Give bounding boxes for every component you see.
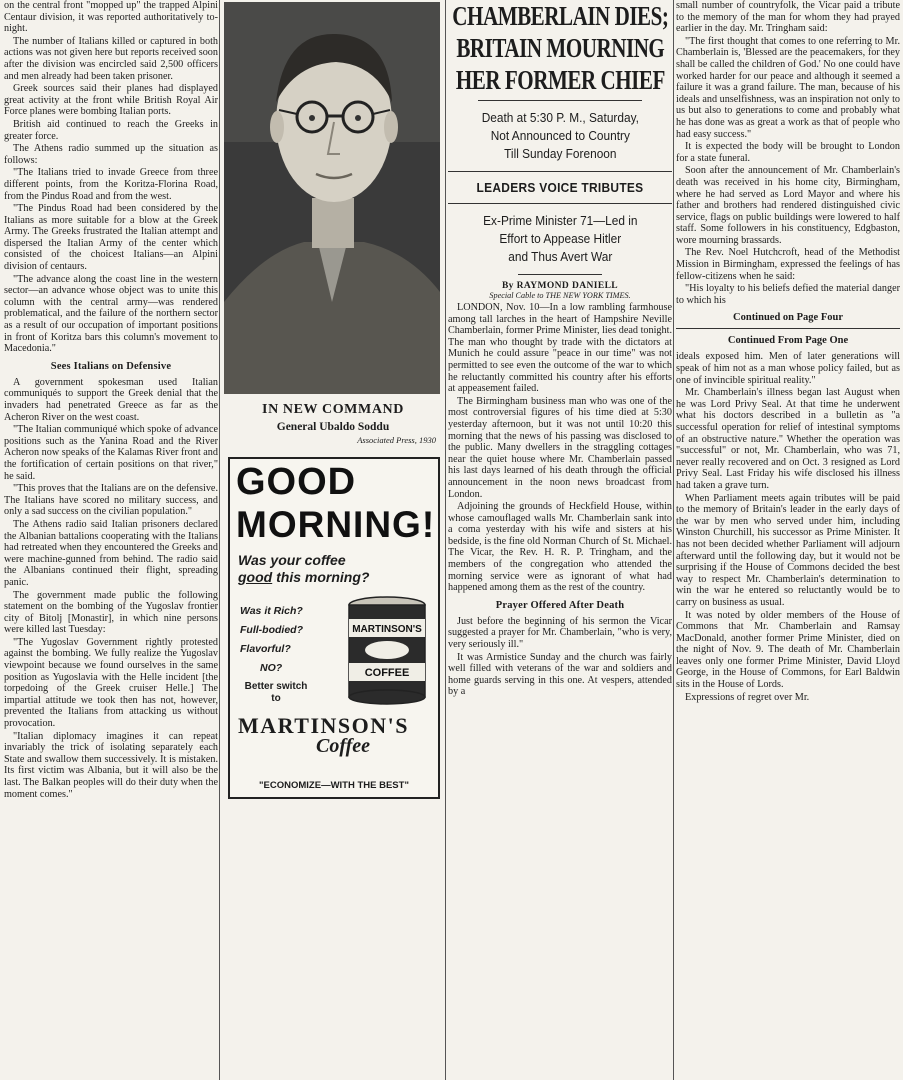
paragraph: The Athens radio summed up the situation as follows: (4, 143, 218, 166)
column-chamberlain-lead (448, 0, 672, 1080)
ad-side-q3: Flavorful? (240, 643, 291, 655)
ad-side-q2: Full-bodied? (240, 624, 303, 636)
can-label-text: COFFEE (364, 667, 410, 679)
ad-side-questions (240, 602, 303, 678)
subheading-defensive: Sees Italians on Defensive (50, 360, 172, 372)
ad-slogan: "ECONOMIZE—WITH THE BEST" (259, 780, 409, 791)
deck-line: Effort to Appease Hitler (499, 231, 621, 246)
paragraph: The Birmingham business man who was one of the most controversial figures of his time died at 5:30 yesterday afternoon, but it was not until 10:20 this morning that the news of his passing was disclosed to the public. Many dwellers in the straggling cottages near the quiet house where Mr. Chamberlain passed his last days learned of his death through the official announcement in the noon news broadcast from London. (448, 395, 672, 500)
column-rule-1 (219, 0, 220, 1080)
paragraph: "The first thought that comes to one referring to Mr. Chamberlain is, 'Blessed are the peacemakers, for they shall be called the children of God.' No one could have worked harder for our peace and although it seemed a failure it was a grand failure. The man, because of his ideals and unselfishness, was an inspiration not only to us but also to generations to come and probably what he has done was as great a work as that of people who had easy success." (676, 35, 900, 140)
paragraph: When Parliament meets again tributes will be paid to the memory of Britain's leader in the early days of the war by men who served under him, including Winston Churchill, his successor as Prime Minister. It has not been decided whether Parliament will adjourn afterward until the following day, but it would not be surprising if the House of Commons decided the best way to respect Mr. Chamberlain's determination to win the war he entered so reluctantly would be to carry on business as usual. (676, 492, 900, 608)
headline-line: BRITAIN MOURNING (455, 33, 664, 63)
paragraph: It is expected the body will be brought to London for a state funeral. (676, 141, 900, 164)
paragraph: The government made public the following statement on the bombing of the Yugoslav frontier city of Bitolj [Monastir], in which nine persons were killed last Tuesday: (4, 589, 218, 636)
special-cable: Special Cable to THE NEW YORK TIMES. (489, 291, 631, 300)
ad-side-q4: NO? (260, 662, 283, 674)
headline-line: CHAMBERLAIN DIES; (451, 1, 669, 31)
portrait-photo (224, 2, 440, 394)
column-rule-3 (673, 0, 674, 1080)
paragraph: "The Yugoslav Government rightly protested against the bombing. We fully realize the Yugoslav viewpoint because we found ourselves in the same position as Yugoslavia with the Helle incident [the torpedoing of the Greek cruiser Helle.] The impartial attitude we took then has not, however, prevented the Italians from attacking us without provocation. (4, 636, 218, 730)
can-brand-text: MARTINSON'S (352, 624, 422, 635)
column-photo-and-ad (222, 0, 444, 1080)
byline: By RAYMOND DANIELL (501, 281, 619, 291)
main-headline (448, 0, 672, 96)
deck-time (448, 109, 672, 163)
ad-headline-good: GOOD (236, 461, 357, 503)
divider (478, 100, 642, 101)
coffee-can-icon (346, 595, 428, 705)
ad-side-q1: Was it Rich? (240, 605, 303, 617)
paragraph: It was Armistice Sunday and the church was fairly well filled with veterans of the war and soldiers and home guards serving in this one. At vespers, attended by a (448, 651, 672, 698)
ad-question (238, 552, 369, 586)
paragraph: Mr. Chamberlain's illness began last August when he was Lord Privy Seal. At that time he underwent what his doctors described in a bulletin as "a successful operation for relief of intestinal symptoms of an obstructive nature." Whether the operation was "successful" or not, Mr. Chamberlain, who was 71, never really recovered and on Oct. 3 resigned as Lord Privy Seal. Last Friday his wife disclosed his illness had taken a grave turn. (676, 387, 900, 491)
paragraph: LONDON, Nov. 10—In a low rambling farmhouse among tall larches in the heart of Hampshire Neville Chamberlain, former Prime Minister, lies dead tonight. The man who thought by trade with the dictators at Munich he could assure "peace in our time" was not permitted to see even the outcome of the war to which he reluctantly committed his country after his efforts at appeasement failed. (448, 302, 672, 395)
deck-tributes: LEADERS VOICE TRIBUTES (476, 180, 644, 195)
ad-question-b: this morning? (276, 569, 370, 585)
paragraph: A government spokesman used Italian communiqués to support the Greek denial that the invaders had penetrated Greece as far as the Acheron River on the west coast. (4, 376, 218, 423)
paragraph: ideals exposed him. Men of later generations will speak of him not as a man whose policy failed, but as one of invincible spiritual reality." (676, 351, 900, 386)
deck-line: Not Announced to Country (490, 128, 630, 143)
paragraph: The Rev. Noel Hutchcroft, head of the Methodist Mission in Birmingham, expressed the feelings of has fellow-citizens when he said: (676, 247, 900, 282)
deck-appease (448, 212, 672, 266)
ad-switch-b: to (271, 693, 281, 704)
subheading-prayer: Prayer Offered After Death (495, 599, 625, 611)
paragraph: "Italian diplomacy imagines it can repeat invariably the trick of isolating separately each State and swallow them successively. It is mistaken. Its first victim was Albania, but it will also be the last. The Balkan peoples will do their duty when the moment comes." (4, 730, 218, 800)
ad-question-a: Was your coffee (238, 552, 346, 568)
portrait-illustration (224, 2, 440, 394)
paragraph: Soon after the announcement of Mr. Chamberlain's death was received in his home city, Birmingham, where he had served as Lord Mayor and where his father and brothers had rendered distinguished civic service, flags on public buildings were lowered to half staff. Some followers in his constituency, Edgbaston, wore mourning brassards. (676, 165, 900, 246)
paragraph: "The Italian communiqué which spoke of advance positions such as the Yanina Road and the River Acheron now speaks of the Kalamas River front and the fortification of certain positions on that river," he said. (4, 424, 218, 482)
headline-line: HER FORMER CHIEF (455, 65, 665, 95)
paragraph: small number of countryfolk, the Vicar paid a tribute to the memory of the man for whom they had prayed earlier in the day. Mr. Tringham said: (676, 0, 900, 35)
photo-caption (222, 402, 444, 445)
deck-line: and Thus Avert War (507, 249, 613, 264)
ad-brand: MARTINSON'S (238, 713, 409, 738)
photo-credit: Associated Press, 1930 (357, 435, 436, 445)
paragraph: "The Pindus Road had been considered by the Italians as more suitable for a blow at the Greek Army. The Greeks frustrated the Italian attempt and dispersed the Italian Army of the center which consisted of the choicest Italians—an Alpini division of centaurs. (4, 203, 218, 273)
column-rule-2 (445, 0, 446, 1080)
ad-brand-script: Coffee (316, 735, 371, 757)
deck-line: Death at 5:30 P. M., Saturday, (481, 110, 639, 125)
ad-switch-text (240, 681, 312, 705)
paragraph: "The Italians tried to invade Greece from three different points, from the Koritza-Florina Road, from the Pindus Road and from the west. (4, 167, 218, 202)
coffee-advertisement (228, 457, 440, 799)
divider (448, 203, 672, 204)
continued-on-notice: Continued on Page Four (733, 312, 843, 324)
paragraph: Just before the beginning of his sermon the Vicar suggested a prayer for Mr. Chamberlain, "who is very, very seriously ill." (448, 615, 672, 651)
paragraph: It was noted by older members of the House of Commons that Mr. Chamberlain and Ramsay MacDonald, another former Prime Minister, died on the night of Nov. 9. The death of Mr. Chamberlain leaves only one former Prime Minister, David Lloyd George, in the House of Commons, for Earl Baldwin sits in the House of Lords. (676, 609, 900, 691)
paragraph: "His loyalty to his beliefs defied the material danger to which his (676, 283, 900, 306)
divider (448, 171, 672, 172)
paragraph: on the central front "mopped up" the trapped Alpini Centaur division, it was reported authoritatively to-night. (4, 0, 218, 35)
paragraph: British aid continued to reach the Greeks in greater force. (4, 118, 218, 142)
caption-name: General Ubaldo Soddu (276, 421, 390, 433)
deck-line: Till Sunday Forenoon (503, 146, 617, 161)
ad-question-good: good (238, 569, 273, 585)
divider (518, 274, 602, 275)
continued-from-notice: Continued From Page One (727, 335, 849, 347)
ad-headline-morning: MORNING! (236, 504, 436, 545)
paragraph: "This proves that the Italians are on the defensive. The Italians have scored no military success, and only a sad success on the civilian population." (4, 483, 218, 518)
column-greek-war-report (4, 0, 218, 1080)
column-chamberlain-continued (676, 0, 900, 1080)
paragraph: Adjoining the grounds of Heckfield House, within whose camouflaged walls Mr. Chamberlain sank into a coma yesterday with his wife and sisters at his bedside, is the fine old Norman Church of St. Michael. The Vicar, the Rev. H. R. P. Tringham, and the members of the congregation who attended the morning service were as ignorant of what had happened among them as the rest of the country. (448, 501, 672, 594)
deck-line: Ex-Prime Minister 71—Led in (482, 213, 638, 228)
ad-switch-a: Better switch (244, 681, 308, 692)
divider (676, 328, 900, 329)
paragraph: Expressions of regret over Mr. (685, 691, 810, 703)
paragraph: "The advance along the coast line in the western sector—an advance whose object was to unite this column with the central army—was rendered problematical, and the failure of the northern sector as a result of our occupation of important positions in front of Koritza bars this column's movement to Macedonia." (4, 273, 218, 355)
paragraph: Greek sources said their planes had displayed great activity at the front while British Royal Air Force planes were bombing Italian ports. (4, 83, 218, 118)
paragraph: The number of Italians killed or captured in both actions was not given here but reports received soon after the division was encircled said 2,500 officers and men already had been taken prisoner. (4, 35, 218, 82)
paragraph: The Athens radio said Italian prisoners declared the Albanian battalions cooperating with the Italians had retreated when they encountered the Greeks and were machine-gunned from behind. The radio said the Albanians continued their flight, spreading panic. (4, 518, 218, 588)
caption-title: IN NEW COMMAND (262, 402, 404, 417)
